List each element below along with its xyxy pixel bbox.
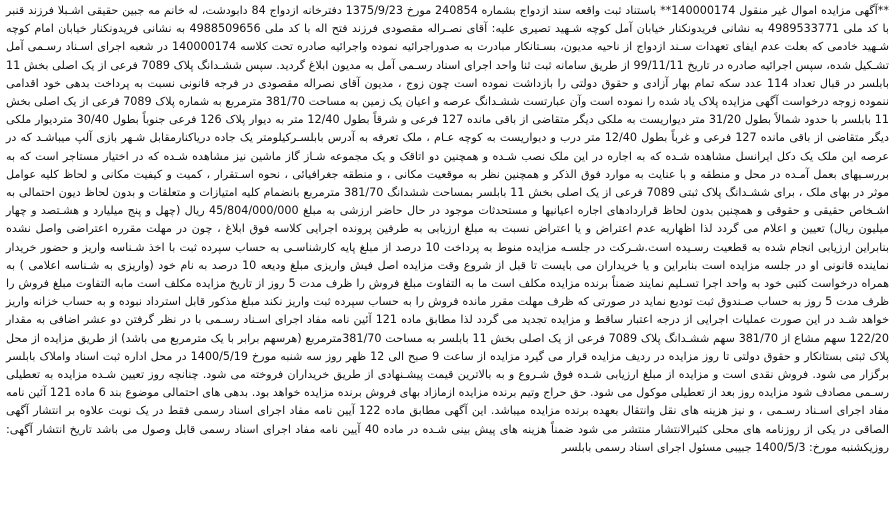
notice-body: **آگهی مزایده اموال غیر منقول 140000174** باستناد ثبت واقعه سند ازدواج بشماره 240854 مورخ 1375/9/23 دفترخانه ازدواج 84 دابودشت، له خانم مه جبین حقیقی اشـبلا فرزند قنبر با کد ملی 4989533771 به نشانی فریدونکنار خیابان آمل کوچه شـهید تصیری علیه: آقای نصـراله مقصودی فرزند فتح اله با کد ملی 4988509656 به نشانی فریدونکنار خیابان امام کوچه شـهید خادمی که بعلت عدم ایفای تعهدات سـند ازدواج از ناحیه مدیون، بسـتانکار مبادرت به صدوراجرائیه نموده واجرائیه صادره تحت کلاسه 140000174 در شعبه اجرای اسـناد رسـمی آمل تشـکیل شده، سپس اجرائیه صادره در تاریخ 99/11/11 از طریق سامانه ثبت ثنا واحد اجرای اسناد رسـمی آمل به مدیون ابلاغ گردید. سپس ششـدانگ پلاک 7089 فرعی از یک اصلی بخش 11 بابلسر در قبال تعداد 114 عدد سکه تمام بهار آزادی و حقوق دولتی را بازداشت نموده است چون زوج ، مدیون آقای نصراله مقصودی در فرجه قانونی نسبت به پرداخت بدهی خود اقدامی ننموده زوجه درخواست آگهی مزایده پلاک یاد شده را نموده است وآن عبارتست ششـدانگ عرصه و اعیان یک زمین به مساحت 381/70 مترمربع به شماره پلاک 7089 فرعی از یک اصلی بخش 11 بابلسر با حدود شمالاً بطول 31/20 متر دیواریست به ملکی دیگر متقاضی از باقی مانده 127 فرعی و شرقاً بطول 12/40 متر به دیوار پلاک 126 فرعی جنوباً بطول 30/40 متردیوار ملکی دیگر متقاضی از باقی مانده 127 فرعی و غرباً بطول 12/40 متر درب و دیواریست به کوچه عـام ، ملک تعرفه به آدرس بابلسـرکیلومتر یک جاده دریاکنارمقابل شـهر بازی آلپ میباشـد که در عرصه این ملک یک دکل ایرانسل مشاهده شـده که به اجاره در این ملک نصب شـده و همچنین دو اتاقک و یک مجموعه شـاز گاز ماشین نیز مشاهده شـده که در اختیار مستاجر است که به بررسـیهای بعمل آمـده در محل و منطقه و با عنایت به موارد فوق الذکر و همچنین نظر به موقعیت مکانی ، و منطقه جغرافیائی ، نحوه اسـتقرار ، کمیت و کیفیت مکانی و لحاظ کلیه عوامل موثر در بهای ملک ، برای ششـدانگ پلاک ثبتی 7089 فرعی از یک اصلی بخش 11 بابلسر بمساحت ششدانگ 381/70 مترمربع بانضمام کلیه امتیازات و متعلقات و بدون لحاظ دیون احتمالی به اشـخاص حقیقی و حقوقی و همچنین بدون لحاظ قراردادهای اجاره اعیانیها و مستحدثات موجود در حال حاضر ارزشی به مبلغ 45/804/000/000 ریال (چهل و پنج میلیارد و هشـتصد و چهار میلیون ریال) تعیین و اعلام می گردد لذا اظهاریه عدم اعتراض و یا اعتراض نسبت به مبلغ ارزیابی به طرفین پرونده اجرایی کلاسه فوق ابلاغ ، چون در مهلت مقرره اعتراضی واصل نشده بنابراین ارزیابی انجام شده به قطعیت رسـیده است.شـرکت در جلسـه مزایده منوط به پرداخت 10 درصد از مبلغ پایه کارشناسـی به حساب سپرده ثبت با اخذ شـناسه واریز و حضور خریدار نماینده قانونی او در جلسه مزایده است بنابراین و یا خریداران می بایست تا قبل از شروع وقت مزایده اصل فیش واریزی مبلغ ودیعه 10 درصد به نام خود (واریزی به شـناسه اعلامی ) به همراه درخواست کتبی خود به واحد اجرا تسـلیم نمایند ضمناً برنده مزایده مکلف است ما به التفاوت مبلغ فروش را ظرف مدت 5 روز از تاریخ مزایده مکلف است مابه التفاوت مبلغ فروش را ظرف مدت 5 روز به حساب صـندوق ثبت تودیع نماید در صورتی که ظرف مهلت مقرر مانده فروش را به حساب سپرده ثبت واریز نکند مبلغ مذکور قابل استرداد نبوده و به حساب خزانه واریز خواهد شـد در این صورت عملیات اجرایی از درجه اعتبار ساقط و مزایده تجدید می گردد لذا مطابق ماده 121 آئین نامه مفاد اجرای اسـناد رسـمی با در نظر گرفتن دو عشر اضافی به مقدار 122/20 سهم مشاع از 381/70 سهم ششـدانگ پلاک 7089 فرعی از یک اصلی بخش 11 بابلسر به مساحت 381/70مترمربع (هرسهم برابر با یک مترمربع می باشد) از طریق مزایده از محل پلاک ثبتی بستانکار و حقوق دولتی تا روز مزایده در ردیف مزایده قرار می گیرد مزایده از ساعت 9 صبح الی 12 ظهر روز سه شنبه مورخ 1400/5/19 در محل اداره ثبت اسناد واملاک بابلسر برگزار می شود. فروش نقدی است و مزایده از مبلغ ارزیابی شـده فوق شـروع و به بالاترین قیمت پیشـنهادی از طریق خریداران فروخته می شود. چنانچه روز تعیین شـده مزایده به تعطیلی رسـمی مصادف شود مزایده روز بعد از تعطیلی موکول می شود. حق حراج وتیم برنده مزایده ازمازاد بهای فروش برنده مزایده خواهد بود. بدهی های احتمالی موضوع بند 6 ماده 121 آئین نامه مفاد اجرای اسـناد رسـمی ، و نیز هزینه های نقل وانتقال بعهده برنده مزایده میباشد. این آگهی مطابق ماده 122 آیین نامه مفاد اجرای اسناد رسمی فقط در یک نوبت علاوه بر انتشار آگهی الصاقی در یکی از روزنامه های محلی کثیرالانتشار منتشر می شود ضمناً هزینه های پیش بینی شـده در ماده 40 آیین نامه مفاد اجرای اسناد رسمی قابل وصول می باشد تاریخ انتشار آگهی: روزیکشنبه مورخ: 1400/5/3 جبیبی مسئول اجرای اسناد رسمی بابلسر [6,4,890,454]
